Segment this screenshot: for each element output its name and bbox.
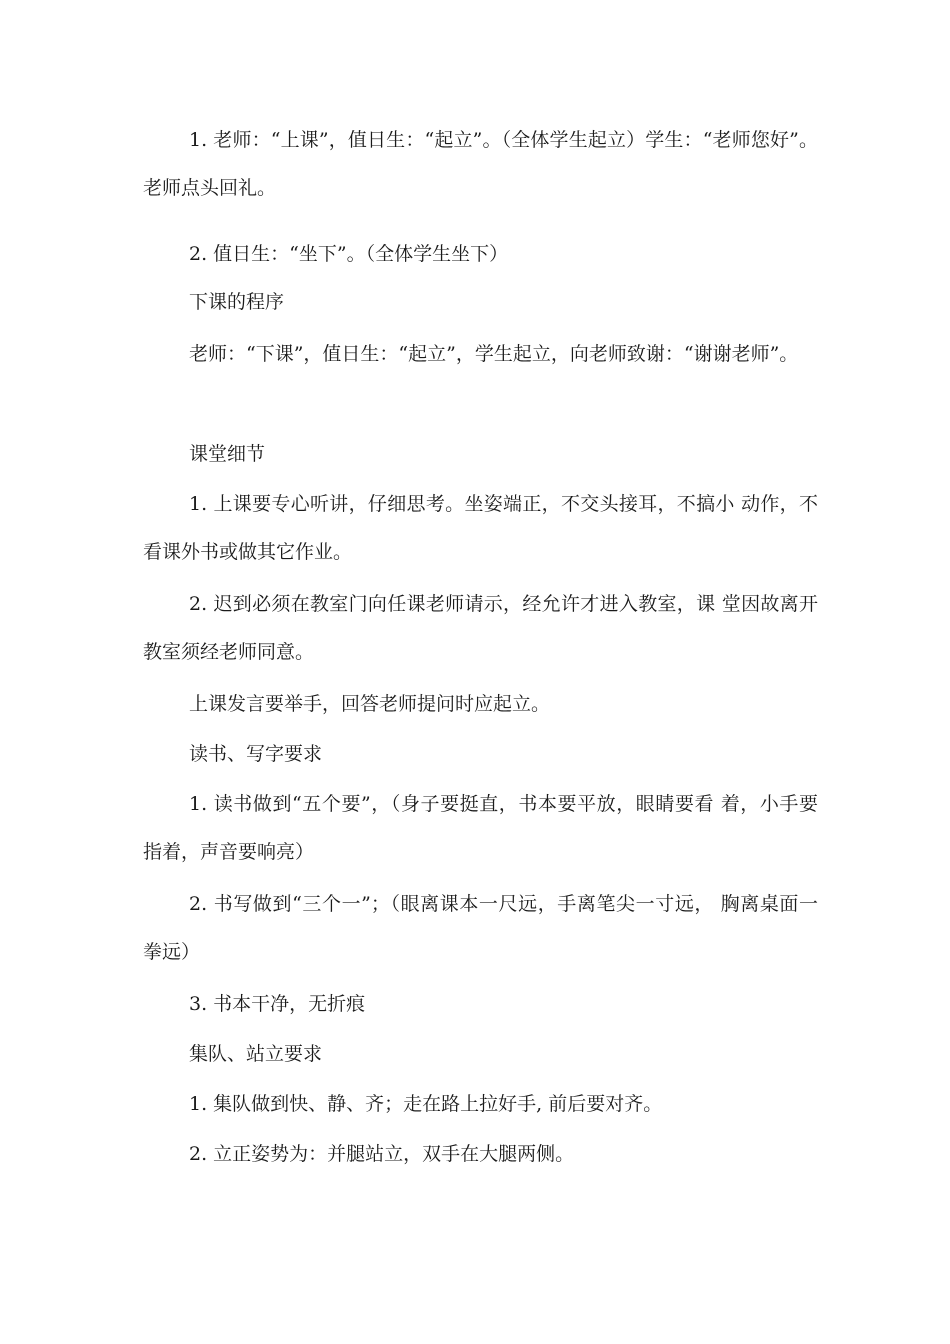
paragraph-detail-2: 2. 迟到必须在教室门向任课老师请示，经允许才进入教室，课 堂因故离开教室须经老师同意。	[143, 593, 818, 663]
paragraph-clean-books: 3. 书本干净，无折痕	[189, 993, 366, 1015]
paragraph-writing: 2. 书写做到“三个一”；（眼离课本一尺远，手离笔尖一寸远， 胸离桌面一拳远）	[143, 893, 818, 963]
paragraph-dismissal: 老师：“下课”，值日生：“起立”，学生起立，向老师致谢：“谢谢老师”。	[189, 343, 799, 365]
paragraph-sit-down: 2. 值日生：“坐下”。（全体学生坐下）	[189, 243, 509, 265]
paragraph-standing: 2. 立正姿势为：并腿站立，双手在大腿两侧。	[189, 1143, 575, 1165]
paragraph-reading: 1. 读书做到“五个要”，（身子要挺直，书本要平放，眼睛要看 着，小手要指着，声音要响亮）	[143, 793, 818, 863]
heading-reading-writing: 读书、写字要求	[189, 743, 323, 765]
paragraph-raise-hand: 上课发言要举手，回答老师提问时应起立。	[189, 693, 551, 715]
heading-lineup-standing: 集队、站立要求	[189, 1043, 323, 1065]
paragraph-lineup: 1. 集队做到快、静、齐；走在路上拉好手, 前后要对齐。	[189, 1093, 663, 1115]
paragraph-greeting: 1. 老师：“上课”，值日生：“起立”。（全体学生起立）学生：“老师您好”。老师点头回礼。	[143, 129, 818, 199]
paragraph-detail-1: 1. 上课要专心听讲，仔细思考。坐姿端正，不交头接耳，不搞小 动作，不看课外书或做其它作业。	[143, 493, 818, 563]
heading-dismissal-procedure: 下课的程序	[189, 291, 285, 313]
heading-class-details: 课堂细节	[189, 443, 266, 465]
